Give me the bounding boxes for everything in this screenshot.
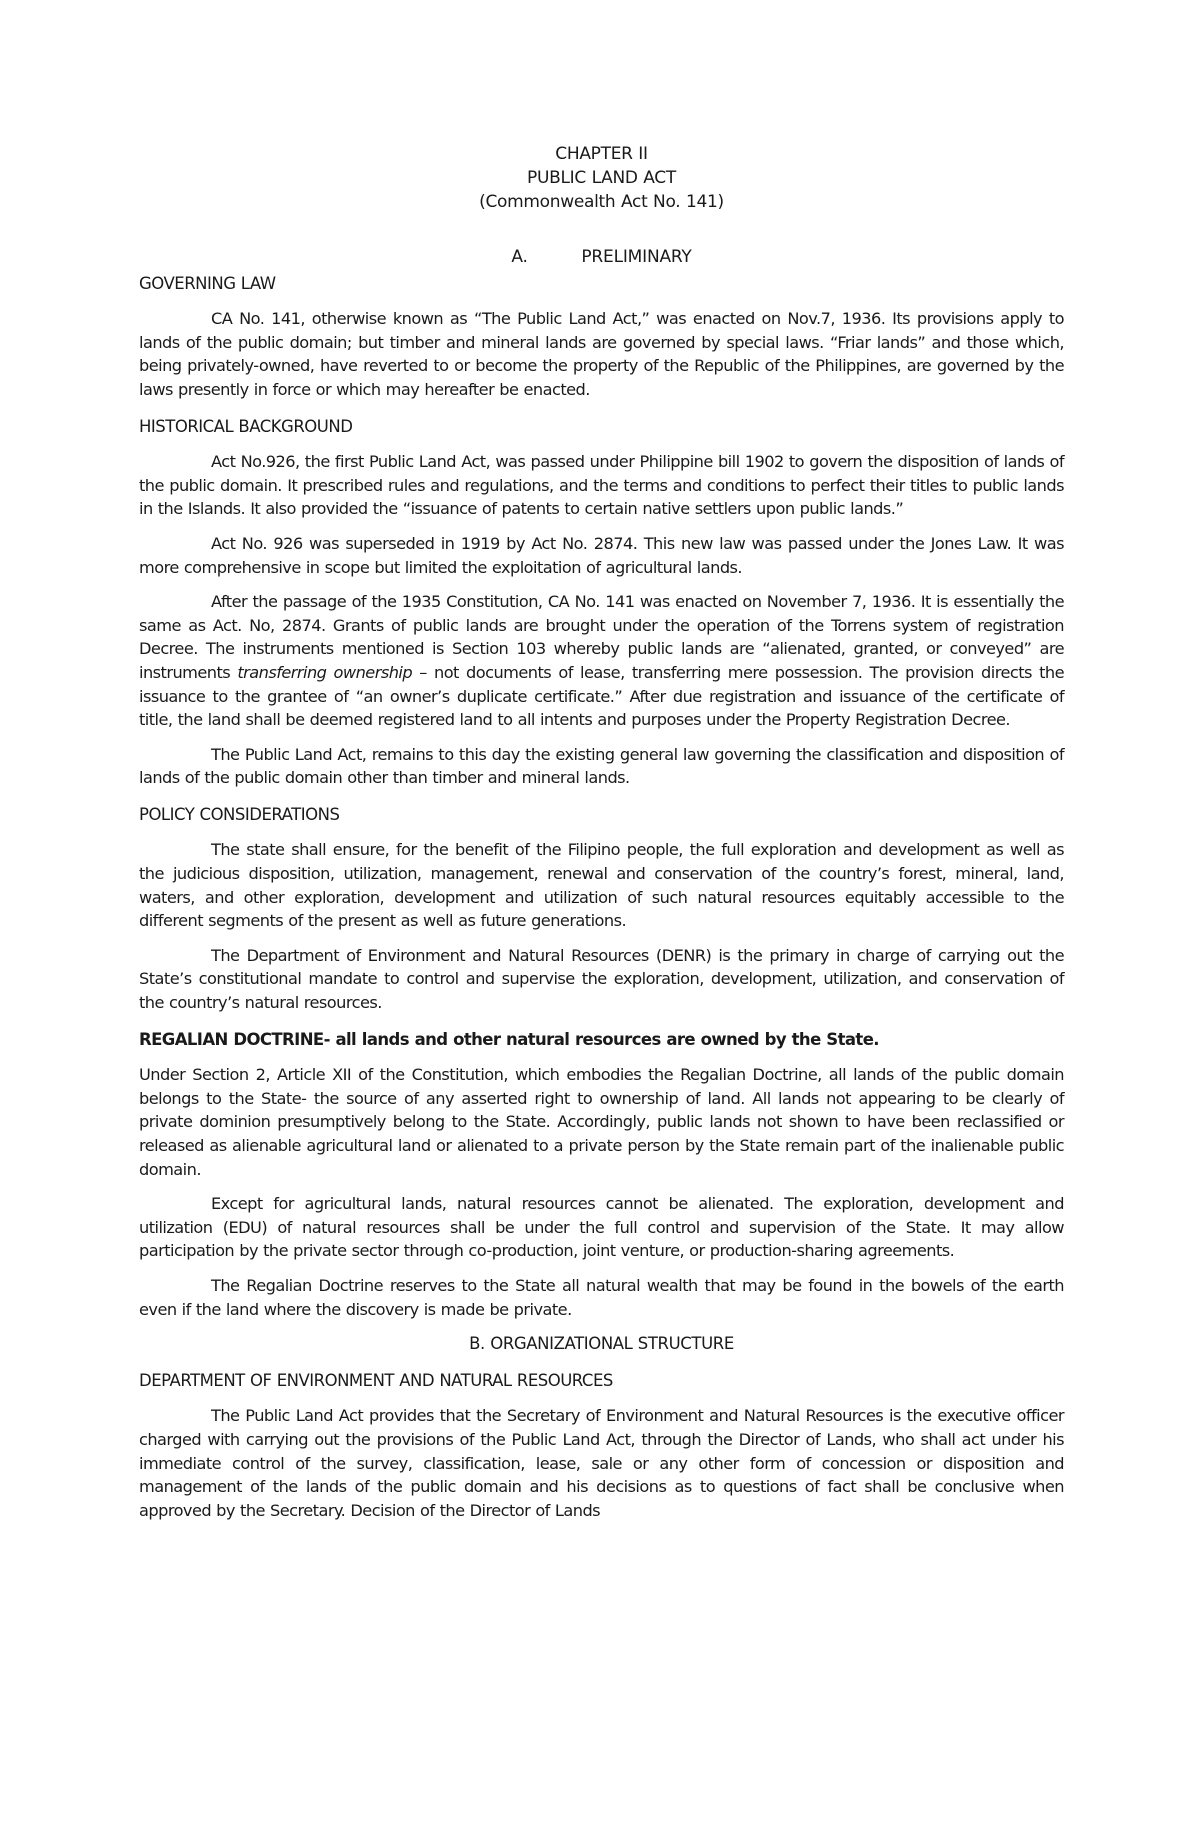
historical-paragraph-3: [139, 590, 1064, 732]
historical-background-heading: HISTORICAL BACKGROUND: [139, 416, 353, 436]
historical-paragraph-3-part-2: – not documents of lease, transferring mere possession. The provision directs the issuance to the grantee of “an owner’s duplicate certificate.” After due registration and issuance of the certificate of title, the land shall be deemed registered land to all intents and purposes under the Property Registration Decree.: [139, 662, 1065, 730]
governing-law-paragraph: CA No. 141, otherwise known as “The Public Land Act,” was enacted on Nov.7, 1936. Its provisions apply to lands of the public domain; but timber and mineral lands are governed by special laws. “Friar lands” and those which, being privately-owned, have reverted to or become the property of the Republic of the Philippines, are governed by the laws presently in force or which may hereafter be enacted.: [139, 309, 1064, 399]
regalian-doctrine-heading: REGALIAN DOCTRINE- all lands and other natural resources are owned by the State.: [139, 1029, 879, 1049]
policy-considerations-heading: POLICY CONSIDERATIONS: [139, 804, 340, 824]
section-a-heading: [139, 246, 1064, 270]
section-a-number: A.: [511, 247, 528, 267]
denr-heading: DEPARTMENT OF ENVIRONMENT AND NATURAL RESOURCES: [139, 1370, 613, 1390]
section-b-heading: B. ORGANIZATIONAL STRUCTURE: [469, 1334, 734, 1354]
regalian-paragraph-3: The Regalian Doctrine reserves to the State all natural wealth that may be found in the bowels of the earth even if the land where the discovery is made be private.: [139, 1275, 1064, 1319]
historical-paragraph-3-emphasis: transferring ownership: [237, 662, 413, 682]
chapter-title-block: [139, 142, 1064, 214]
policy-paragraph-1: The state shall ensure, for the benefit of the Filipino people, the full exploration and development as well as the judicious disposition, utilization, management, renewal and conservation of the country’s forest, mineral, land, waters, and other exploration, development and utilization of such natural resources equitably accessible to the different segments of the present as well as future generations.: [139, 840, 1064, 931]
historical-paragraph-1: Act No.926, the first Public Land Act, was passed under Philippine bill 1902 to govern the disposition of lands of the public domain. It prescribed rules and regulations, and the terms and conditions to perfect their titles to public lands in the Islands. It also provided the “issuance of patents to certain native settlers upon public lands.”: [139, 452, 1064, 519]
governing-law-heading: GOVERNING LAW: [139, 273, 276, 293]
historical-paragraph-4: The Public Land Act, remains to this day the existing general law governing the classification and disposition of lands of the public domain other than timber and mineral lands.: [139, 744, 1064, 788]
denr-paragraph-1: The Public Land Act provides that the Secretary of Environment and Natural Resources is the executive officer charged with carrying out the provisions of the Public Land Act, through the Director of Lands, who shall act under his immediate control of the survey, classification, lease, sale or any other form of concession or disposition and management of the lands of the public domain and his decisions as to questions of fact shall be conclusive when approved by the Secretary. Decision of the Director of Lands: [139, 1406, 1064, 1520]
regalian-paragraph-2: Except for agricultural lands, natural resources cannot be alienated. The exploration, development and utilization (EDU) of natural resources shall be under the full control and supervision of the State. It may allow participation by the private sector through co-production, joint venture, or production-sharing agreements.: [139, 1194, 1064, 1261]
historical-paragraph-3-part-1: After the passage of the 1935 Constitution, CA No. 141 was enacted on November 7, 1936. It is essentially the same as Act. No, 2874. Grants of public lands are brought under the operation of the Torrens system of registration Decree. The instruments mentioned is Section 103 whereby public lands are “alienated, granted, or conveyed” are instruments: [139, 592, 1064, 682]
historical-paragraph-2: Act No. 926 was superseded in 1919 by Act No. 2874. This new law was passed under the Jones Law. It was more comprehensive in scope but limited the exploitation of agricultural lands.: [139, 533, 1064, 577]
chapter-number: CHAPTER II: [555, 144, 648, 164]
act-title: PUBLIC LAND ACT: [527, 168, 676, 188]
policy-paragraph-2: The Department of Environment and Natural Resources (DENR) is the primary in charge of carrying out the State’s constitutional mandate to control and supervise the exploration, development, utilization, and conservation of the country’s natural resources.: [139, 945, 1064, 1013]
section-a-title: PRELIMINARY: [581, 247, 692, 267]
regalian-paragraph-1: Under Section 2, Article XII of the Constitution, which embodies the Regalian Doctrine, all lands of the public domain belongs to the State- the source of any asserted right to ownership of land. All lands not appearing to be clearly of private dominion presumptively belong to the State. Accordingly, public lands not shown to have been reclassified or released as alienable agricultural land or alienated to a private person by the State remain part of the inalienable public domain.: [139, 1065, 1064, 1179]
act-reference: (Commonwealth Act No. 141): [479, 192, 724, 212]
